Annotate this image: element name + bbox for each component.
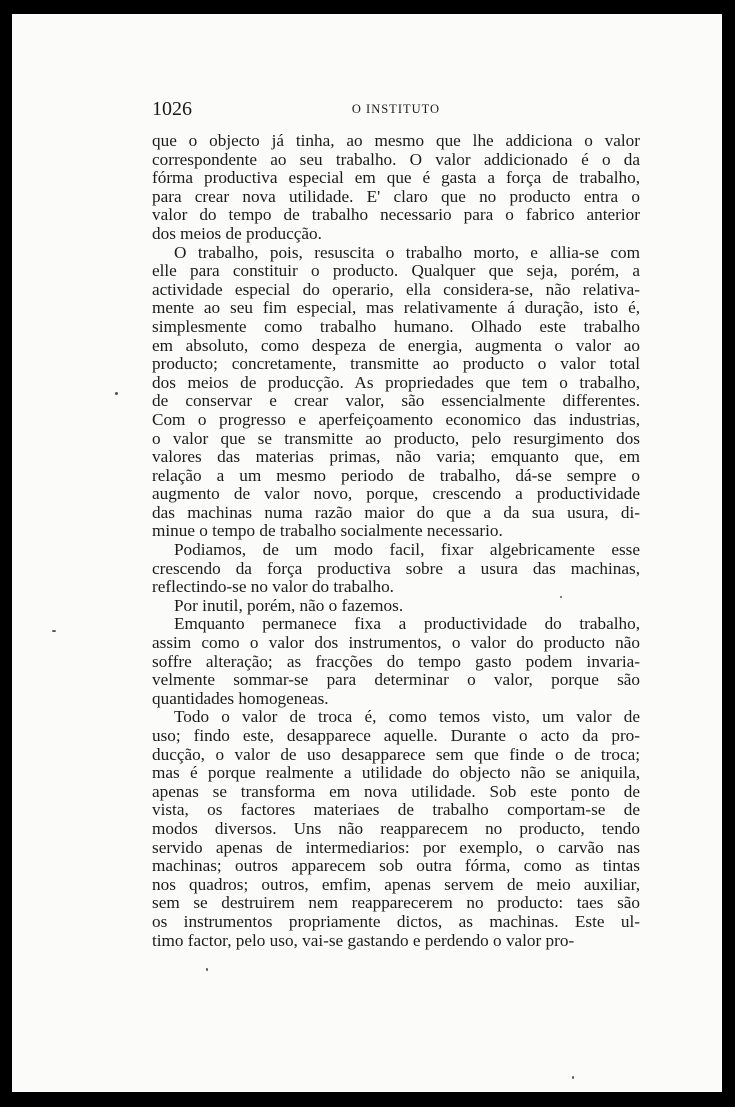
text-line: os instrumentos propriamente dictos, as machinas. Este ul- [152, 911, 640, 931]
text-line: producto; concretamente, transmitte ao producto o valor total [152, 354, 640, 374]
text-line: minue o tempo de trabalho socialmente necessario. [152, 521, 503, 541]
text-line: ducção, o valor de uso desapparece sem que finde o de troca; [152, 744, 640, 764]
text-line: Todo o valor de troca é, como temos visto, um valor de [174, 707, 640, 727]
print-speck [52, 630, 56, 632]
text-line: mas é porque realmente a utilidade do objecto não se aniquila, [152, 763, 640, 783]
text-line: para crear nova utilidade. E' claro que no producto entra o [152, 186, 640, 206]
text-line: augmento de valor novo, porque, crescendo a productividade [152, 484, 640, 504]
paragraph [152, 244, 640, 542]
text-line: elle para constituir o producto. Qualquer que seja, porém, a [152, 261, 640, 281]
text-line: que o objecto já tinha, ao mesmo que lhe addiciona o valor [152, 131, 640, 150]
text-line: mente ao seu fim especial, mas relativamente á duração, isto é, [152, 298, 640, 318]
paragraph [152, 615, 640, 708]
text-line: machinas; outros apparecem sob outra fórma, como as tintas [152, 856, 640, 876]
body-text [152, 132, 640, 950]
page-header [152, 98, 640, 122]
text-line: valor do tempo de trabalho necessario para o fabrico anterior [152, 205, 640, 225]
text-line: simplesmente como trabalho humano. Olhado este trabalho [152, 316, 640, 336]
text-line: reflectindo-se no valor do trabalho. [152, 577, 394, 597]
print-speck [206, 968, 208, 971]
text-line: dos meios de producção. As propriedades que tem o trabalho, [152, 372, 640, 392]
text-line: timo factor, pelo uso, vai-se gastando e perdendo o valor pro- [152, 930, 575, 950]
text-line: actividade especial do operario, ella considera-se, não relativa- [152, 279, 640, 299]
text-line: valores das materias primas, não varia; emquanto que, em [152, 447, 640, 467]
text-line: soffre alteração; as fracções do tempo gasto podem invaria- [152, 651, 640, 671]
text-line: nos quadros; outros, emfim, apenas servem de meio auxiliar, [152, 874, 640, 894]
text-line: de conservar e crear valor, são essencialmente differentes. [152, 391, 640, 411]
text-line: crescendo da força productiva sobre a usura das machinas, [152, 558, 640, 578]
text-line: em absoluto, como despeza de energia, augmenta o valor ao [152, 335, 640, 355]
text-line: relação a um mesmo periodo de trabalho, dá-se sempre o [152, 465, 640, 485]
text-line: quantidades homogeneas. [152, 688, 329, 708]
text-line: vista, os factores materiaes de trabalho comportam-se de [152, 800, 640, 820]
paragraph [152, 132, 640, 244]
text-line: apenas se transforma em nova utilidade. Sob este ponto de [152, 781, 640, 801]
text-line: Podiamos, de um modo facil, fixar algebricamente esse [174, 540, 640, 560]
text-line: fórma productiva especial em que é gasta a força de trabalho, [152, 168, 640, 188]
text-line: servido apenas de intermediarios: por exemplo, o carvão nas [152, 837, 640, 857]
text-line: modos diversos. Uns não reapparecem no producto, tendo [152, 818, 640, 838]
text-line: correspondente ao seu trabalho. O valor addicionado é o da [152, 149, 640, 169]
text-line: uso; findo este, desapparece aquelle. Durante o acto da pro- [152, 726, 640, 745]
text-line: Por inutil, porém, não o fazemos. [174, 595, 404, 615]
page-number: 1026 [152, 98, 192, 120]
text-line: assim como o valor dos instrumentos, o valor do producto não [152, 633, 640, 653]
page [12, 14, 722, 1092]
text-line: o valor que se transmitte ao producto, pelo resurgimento dos [152, 428, 640, 448]
text-line: velmente sommar-se para determinar o valor, porque são [152, 670, 640, 690]
print-speck [115, 392, 118, 395]
text-line: das machinas numa razão maior do que a da sua usura, di- [152, 502, 640, 522]
paragraph [152, 541, 640, 597]
print-speck [560, 596, 562, 598]
paragraph [152, 708, 640, 950]
text-line: O trabalho, pois, resuscita o trabalho morto, e allia-se com [174, 242, 640, 262]
running-title: O INSTITUTO [351, 102, 441, 116]
text-line: Emquanto permanece fixa a productividade do trabalho, [174, 614, 640, 634]
text-line: sem se destruirem nem reapparecerem no producto: taes são [152, 893, 640, 913]
text-line: Com o progresso e aperfeiçoamento economico das industrias, [152, 409, 640, 429]
text-line: dos meios de producção. [152, 223, 322, 243]
paragraph [152, 597, 640, 616]
print-speck [572, 1076, 574, 1079]
